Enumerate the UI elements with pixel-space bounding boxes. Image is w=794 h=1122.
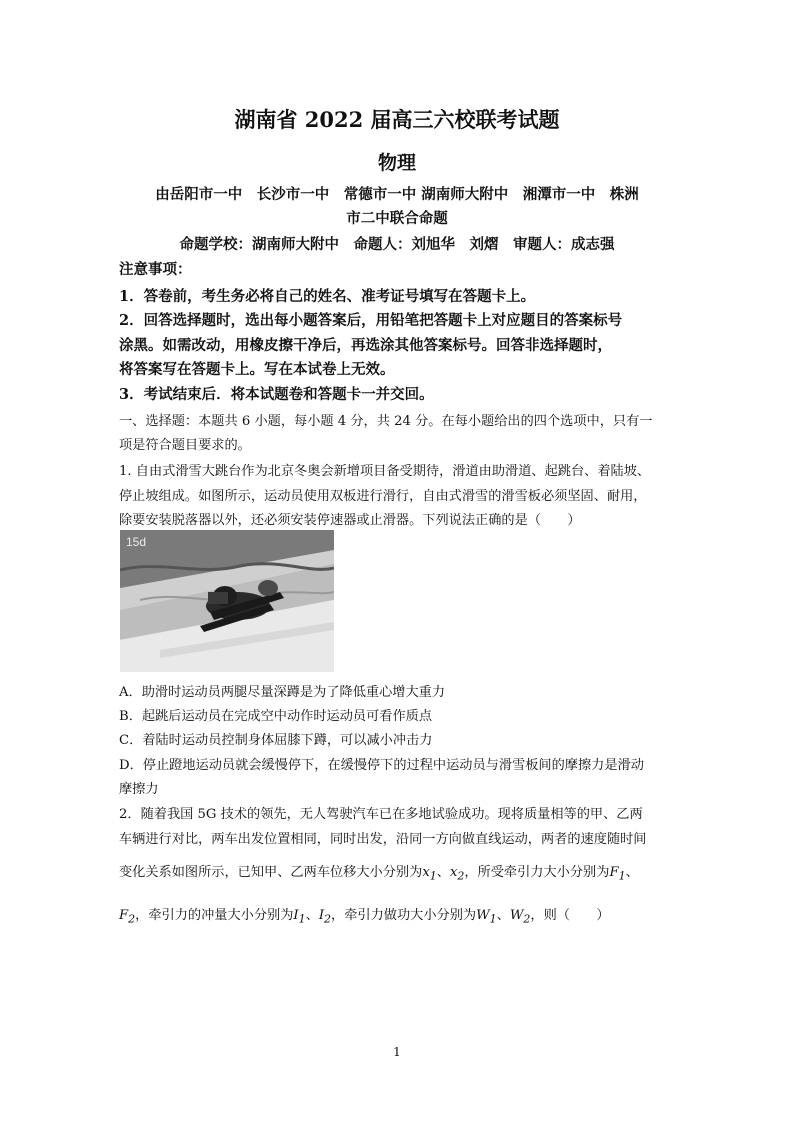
symbol-I1: $I_1$ [293,908,306,926]
question-2-line-3: 变化关系如图所示，已知甲、乙两车位移大小分别为$x_1$、$x_2$，所受牵引力大小分别为$F_1$、 [119,865,639,883]
question-2-line-2: 车辆进行对比，两车出发位置相同，同时出发，沿同一方向做直线运动，两者的速度随时间 [119,832,647,847]
question-1-line-2: 停止坡组成。如图所示，运动员使用双板进行滑行，自由式滑雪的滑雪板必须坚固、耐用， [119,489,647,504]
page-number: 1 [393,1045,401,1059]
section-heading-line-2: 项是符合题目要求的。 [119,438,251,453]
symbol-I2: $I_2$ [318,908,332,926]
question-2-line-4: $F_2$，牵引力的冲量大小分别为$I_1$、$I_2$，牵引力做功大小分别为$W_1$、$W_2$，则（ ） [119,908,610,926]
question-1-option-a: A．助滑时运动员两腿尽量深蹲是为了降低重心增大重力 [119,685,446,700]
symbol-W1: $W_1$ [476,908,497,926]
notice-item-2-line-3: 将答案写在答题卡上。写在本试卷上无效。 [119,361,395,378]
question-2-line-1: 2．随着我国 5G 技术的领先，无人驾驶汽车已在多地试验成功。现将质量相等的甲、乙两 [119,807,643,822]
schools-line-1: 由岳阳市一中 长沙市一中 常德市一中 湖南师大附中 湘潭市一中 株洲 [155,186,639,203]
symbol-x2: $x_2$ [449,865,465,883]
question-1-option-d-line-2: 摩擦力 [119,782,159,797]
subject-title: 物理 [377,152,416,174]
question-1-line-1: 1. 自由式滑雪大跳台作为北京冬奥会新增项目备受期待，滑道由助滑道、起跳台、着陆坡、 [119,464,651,479]
authors-line: 命题学校：湖南师大附中 命题人：刘旭华 刘熠 审题人：成志强 [179,236,615,253]
notice-item-2-line-1: 2．回答选择题时，选出每小题答案后，用铅笔把答题卡上对应题目的答案标号 [119,312,623,329]
symbol-F2: $F_2$ [119,908,136,926]
notice-heading: 注意事项： [119,261,192,278]
page-title: 湖南省 2022 届高三六校联考试题 [234,107,560,132]
symbol-F1: $F_1$ [609,865,626,883]
symbol-x1: $x_1$ [422,865,437,883]
section-heading-line-1: 一、选择题：本题共 6 小题，每小题 4 分，共 24 分。在每小题给出的四个选项中，只有一 [119,414,653,429]
schools-line-2: 市二中联合命题 [346,210,448,227]
skier-photo [120,530,334,672]
notice-item-2-line-2: 涂黑。如需改动，用橡皮擦干净后，再选涂其他答案标号。回答非选择题时， [119,337,612,354]
question-1-option-c: C．着陆时运动员控制身体屈膝下蹲，可以减小冲击力 [119,733,433,748]
question-1-option-b: B．起跳后运动员在完成空中动作时运动员可看作质点 [119,709,433,724]
symbol-W2: $W_2$ [509,908,531,926]
question-1-option-d-line-1: D．停止蹬地运动员就会缓慢停下，在缓慢停下的过程中运动员与滑雪板间的摩擦力是滑动 [119,758,644,773]
question-1-line-3: 除要安装脱落器以外，还必须安装停速器或止滑器。下列说法正确的是（ ） [119,513,581,528]
svg-text:15d: 15d [126,535,147,549]
notice-item-1: 1．答卷前，考生务必将自己的姓名、准考证号填写在答题卡上。 [119,288,536,305]
notice-item-3: 3．考试结束后．将本试题卷和答题卡一并交回。 [119,386,434,403]
